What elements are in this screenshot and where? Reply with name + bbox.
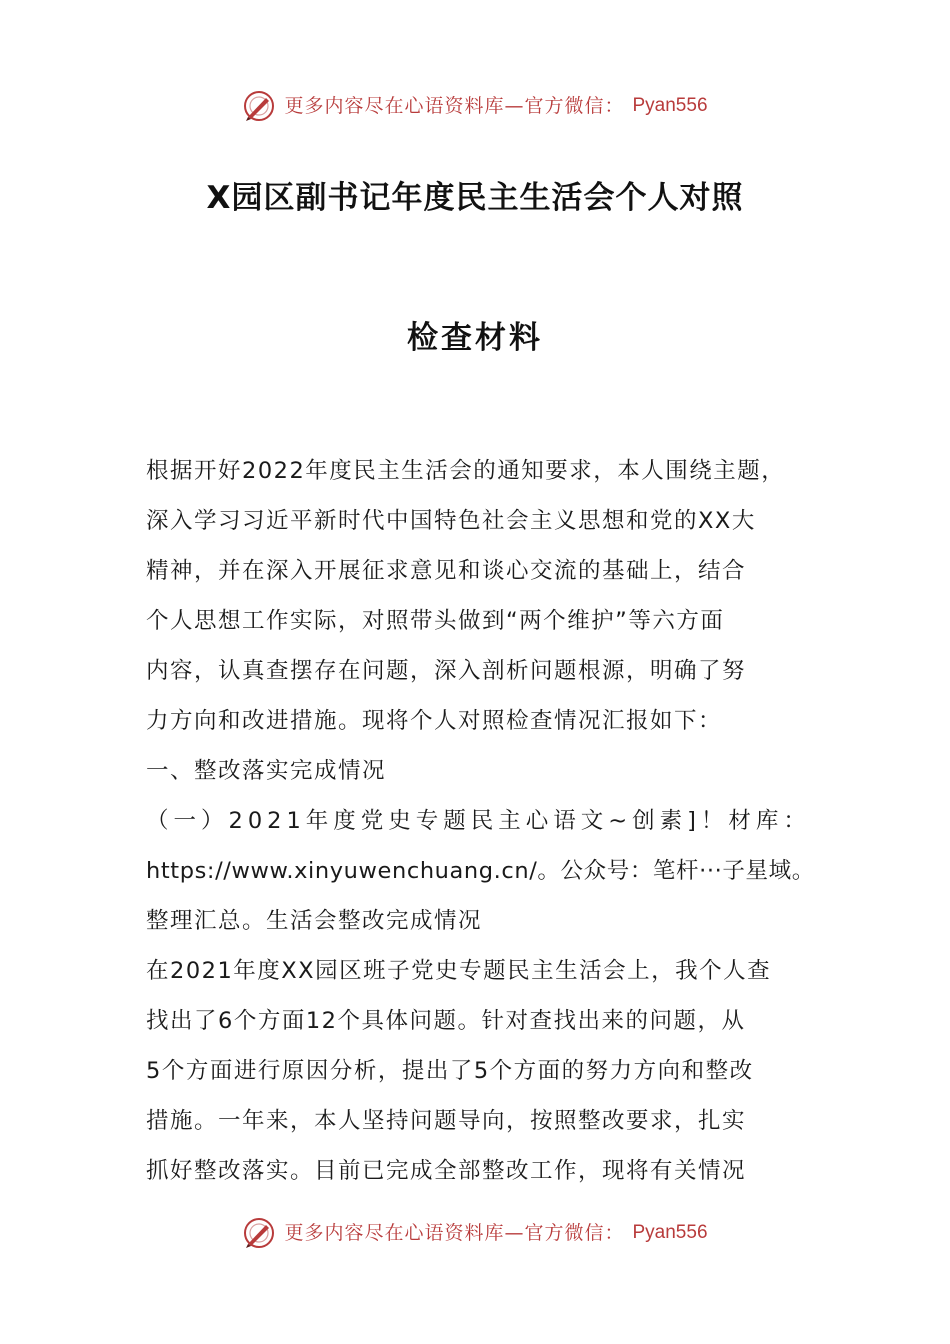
text-line: 内容，认真查摆存在问题，深入剖析问题根源，明确了努	[146, 658, 747, 684]
footer-watermark	[0, 1216, 950, 1250]
text-line: 精神，并在深入开展征求意见和谈心交流的基础上，结合	[146, 558, 747, 584]
document-title-line-2: 检查材料	[407, 320, 543, 356]
pen-circle-logo-icon	[242, 1216, 276, 1250]
watermark-text: 更多内容尽在心语资料库—官方微信：	[284, 95, 625, 117]
text-line: 找出了6个方面12个具体问题。针对查找出来的问题，从	[146, 1008, 746, 1034]
watermark-wechat-id: Pyan556	[632, 95, 708, 116]
document-body	[146, 446, 815, 1196]
text-line: 力方向和改进措施。现将个人对照检查情况汇报如下：	[146, 708, 723, 734]
watermark-wechat-id: Pyan556	[632, 1222, 708, 1243]
text-line: 深入学习习近平新时代中国特色社会主义思想和党的XX大	[146, 508, 756, 534]
text-line: 在2021年度XX园区班子党史专题民主生活会上，我个人查	[146, 958, 772, 984]
watermark-text: 更多内容尽在心语资料库—官方微信：	[284, 1222, 625, 1244]
text-line: 措施。一年来，本人坚持问题导向，按照整改要求，扎实	[146, 1108, 747, 1134]
text-line: 5个方面进行原因分析，提出了5个方面的努力方向和整改	[146, 1058, 754, 1084]
document-title-line-1: X园区副书记年度民主生活会个人对照	[206, 180, 744, 216]
subsection-heading: （一）2021年度党史专题民主心语文~创素]！材库：	[146, 808, 811, 834]
text-line: 整理汇总。生活会整改完成情况	[146, 908, 483, 934]
text-line-url: https://www.xinyuwenchuang.cn/。公众号：笔杆···子星域。	[146, 858, 815, 884]
text-line: 根据开好2022年度民主生活会的通知要求，本人围绕主题，	[146, 458, 786, 484]
header-watermark	[0, 89, 950, 123]
text-line: 个人思想工作实际，对照带头做到“两个维护”等六方面	[146, 608, 725, 634]
pen-circle-logo-icon	[242, 89, 276, 123]
text-line: 抓好整改落实。目前已完成全部整改工作，现将有关情况	[146, 1158, 747, 1184]
section-heading: 一、整改落实完成情况	[146, 758, 387, 784]
